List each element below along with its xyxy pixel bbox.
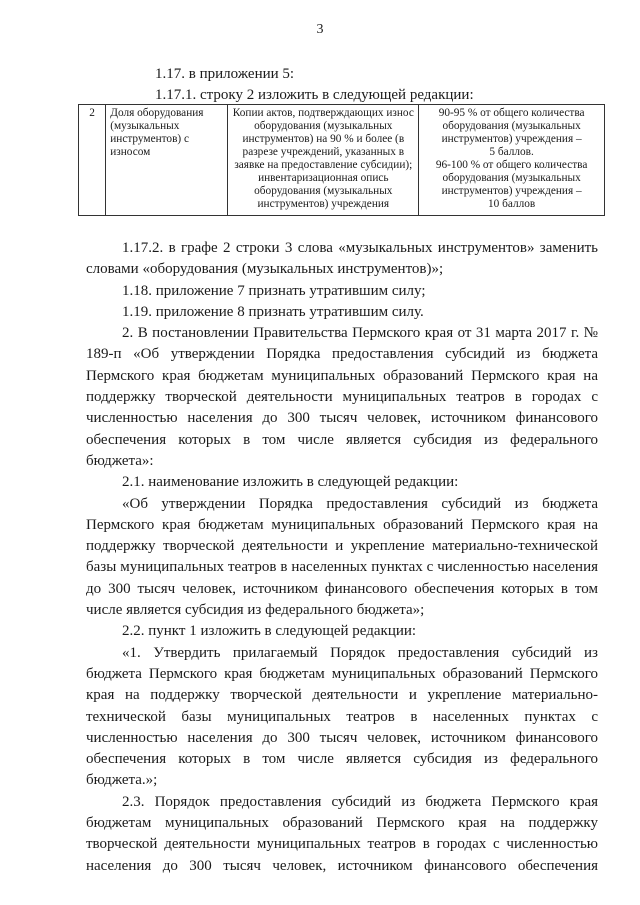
table-row	[79, 105, 605, 216]
body-text	[86, 238, 598, 877]
item-1-17: 1.17. в приложении 5:	[155, 66, 295, 82]
paragraph-1-18: 1.18. приложение 7 признать утратившим силу;	[122, 282, 426, 299]
paragraph-2-3: 2.3. Порядок предоставления субсидий из бюджета Пермского края бюджетам муниципальных образований Пермского края на поддержку творческой деятельности муниципальных театров в городах с численностью населения до 300 тысяч человек, источником финансового обеспечения	[86, 793, 598, 874]
criteria-line: 10 баллов	[487, 198, 536, 210]
paragraph-2: 2. В постановлении Правительства Пермского края от 31 марта 2017 г. № 189-п «Об утверждении Порядка предоставления субсидий из бюджета Пермского края бюджетам муниципальных образований Пермского края на поддержку творческой деятельности муниципальных театров в городах с численностью населения до 300 тысяч человек, источником финансового обеспечения которых в том числе является субсидия из федерального бюджета»:	[86, 325, 598, 469]
intro-block	[86, 64, 598, 107]
scoring-criteria	[419, 105, 605, 216]
paragraph-1-17-2: 1.17.2. в графе 2 строки 3 слова «музыкальных инструментов» заменить словами «оборудования (музыкальных инструментов)»;	[86, 240, 598, 278]
row-number: 2	[79, 105, 106, 216]
criteria-line: 96-100 % от общего количества оборудования (музыкальных инструментов) учреждения –	[435, 159, 588, 197]
criteria-line: 5 баллов.	[489, 146, 534, 158]
indicator-name: Доля оборудования (музыкальных инструментов) с износом	[106, 105, 228, 216]
paragraph-2-2: 2.2. пункт 1 изложить в следующей редакции:	[122, 623, 417, 640]
paragraph-1-19: 1.19. приложение 8 признать утратившим силу.	[122, 303, 424, 320]
page-number: 3	[316, 22, 324, 37]
paragraph-2-2-quote: «1. Утвердить прилагаемый Порядок предоставления субсидий из бюджета Пермского края бюджетам муниципальных образований Пермского края на поддержку творческой деятельности и укрепление материально-технической базы муниципальных театров в населенных пунктах с численностью населения до 300 тысяч человек, источником финансового обеспечения которых в том числе является субсидия из федерального бюджета.»;	[86, 644, 598, 789]
paragraph-2-1: 2.1. наименование изложить в следующей редакции:	[122, 474, 459, 491]
criteria-table	[78, 104, 605, 216]
criteria-line: 90-95 % от общего количества оборудования (музыкальных инструментов) учреждения –	[438, 107, 585, 145]
supporting-documents: Копии актов, подтверждающих износ оборудования (музыкальных инструментов) на 90 % и более (в разрезе учреждений, указанных в заявке на предоставление субсидии); инвентаризационная опись оборудования (музыкальных инструментов) учреждения	[228, 105, 419, 216]
paragraph-2-1-quote: «Об утверждении Порядка предоставления субсидий из бюджета Пермского края бюджетам муниципальных образований Пермского края на поддержку творческой деятельности и укрепление материально-технической базы муниципальных театров в населенных пунктах с численностью населения до 300 тысяч человек, источником финансового обеспечения которых в том числе является субсидия из федерального бюджета»;	[86, 495, 598, 619]
item-1-17-1: 1.17.1. строку 2 изложить в следующей редакции:	[155, 87, 474, 104]
